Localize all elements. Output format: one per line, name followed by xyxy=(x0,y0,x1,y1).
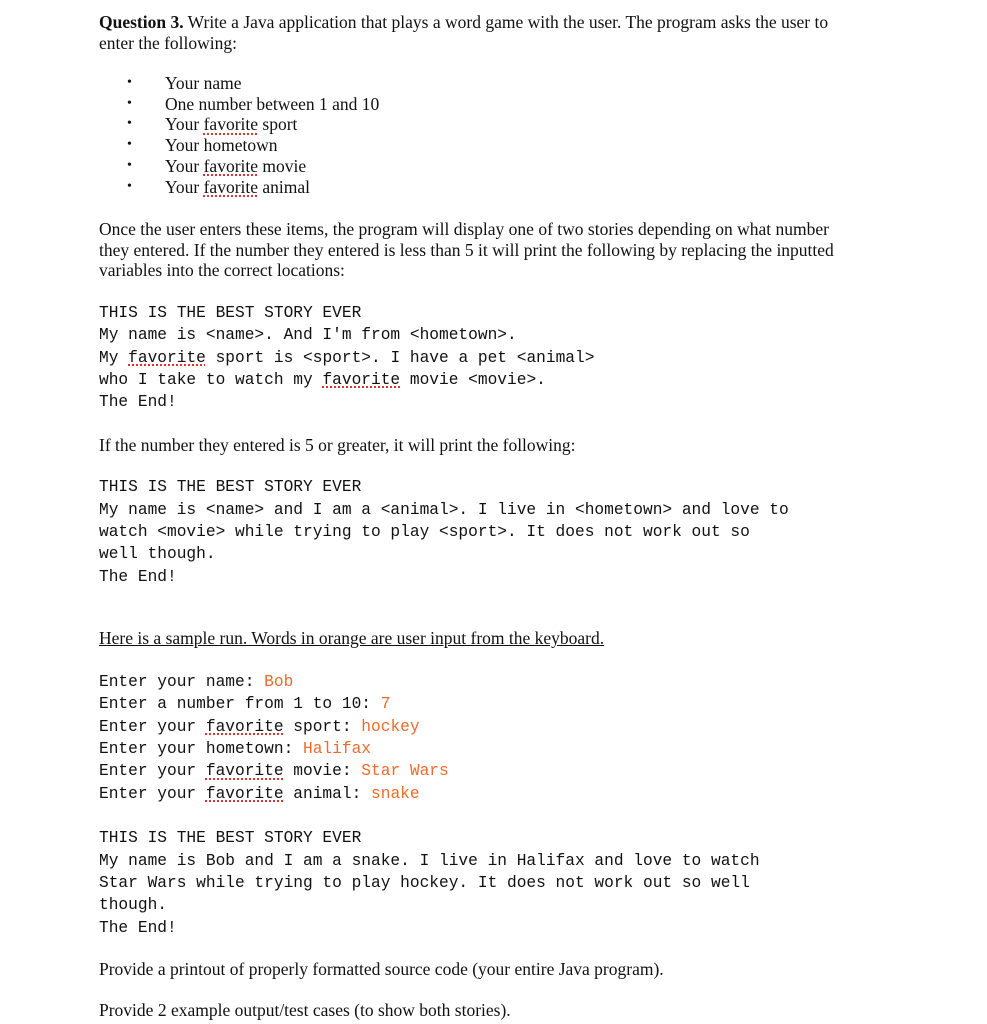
spellcheck-word: favorite xyxy=(205,717,284,736)
user-input: 7 xyxy=(380,695,391,714)
list-item xyxy=(99,156,917,177)
bullet-icon: • xyxy=(127,157,132,173)
code-line: watch <movie> while trying to play <sport>. It does not work out so xyxy=(99,523,750,542)
list-item-text: Your hometown xyxy=(165,135,278,156)
question-intro-line1: Write a Java application that plays a word game with the user. The program asks the user to xyxy=(183,12,829,32)
bullet-icon: • xyxy=(127,137,132,153)
question-intro-line2: enter the following: xyxy=(99,32,238,53)
prompt-text: Enter your name: xyxy=(99,672,265,691)
question-label: Question 3. xyxy=(99,12,184,32)
spellcheck-word: favorite xyxy=(205,762,284,781)
provide-tests-instruction: Provide 2 example output/test cases (to show both stories). xyxy=(99,999,511,1020)
story-two-intro: If the number they entered is 5 or greater, it will print the following: xyxy=(99,434,576,455)
list-item xyxy=(99,94,917,115)
prompt-text: Enter your xyxy=(99,784,206,803)
code-line: The End! xyxy=(99,918,177,937)
spellcheck-word: favorite xyxy=(203,114,259,135)
story-one-block xyxy=(99,302,917,414)
code-line: though. xyxy=(99,896,167,915)
document-page xyxy=(99,12,917,1020)
paragraph-line: they entered. If the number they entered is less than 5 it will print the following by replacing the inputted xyxy=(99,239,834,260)
spellcheck-word: favorite xyxy=(203,176,259,197)
list-item-text: Your xyxy=(165,155,204,176)
story-two-block xyxy=(99,476,917,588)
spellcheck-word: favorite xyxy=(322,370,401,389)
list-item-text: animal xyxy=(258,176,311,197)
bullet-icon: • xyxy=(127,178,132,194)
paragraph-line: Once the user enters these items, the program will display one of two stories depending on what number xyxy=(99,219,829,240)
spellcheck-word: favorite xyxy=(128,348,206,367)
list-item xyxy=(99,114,917,135)
user-input: snake xyxy=(371,784,420,803)
code-line: My xyxy=(99,348,129,367)
list-item xyxy=(99,73,917,94)
prompt-text: movie: xyxy=(283,762,362,781)
user-input: Halifax xyxy=(303,740,371,758)
code-line: The End! xyxy=(99,393,177,412)
user-input: Bob xyxy=(264,672,294,691)
list-item-text: Your xyxy=(165,114,204,135)
prompt-text: Enter a number from 1 to 10: xyxy=(99,695,381,714)
code-line: Star Wars while trying to play hockey. It does not work out so well xyxy=(99,874,750,893)
list-item-text: Your xyxy=(165,176,204,197)
code-line: who I take to watch my xyxy=(99,370,323,389)
user-input: hockey xyxy=(361,717,420,736)
list-item-text: movie xyxy=(258,155,307,176)
list-item-text: Your name xyxy=(165,73,242,93)
sample-output-block xyxy=(99,827,917,939)
spellcheck-word: favorite xyxy=(203,155,259,176)
prompt-text: Enter your hometown: xyxy=(99,740,303,758)
sample-run-block xyxy=(99,671,917,805)
code-line: The End! xyxy=(99,567,177,586)
spellcheck-word: favorite xyxy=(205,784,284,803)
sample-run-heading: Here is a sample run. Words in orange are user input from the keyboard. xyxy=(99,628,605,649)
list-item-text: One number between 1 and 10 xyxy=(165,93,380,114)
bullet-icon: • xyxy=(127,95,132,111)
bullet-icon: • xyxy=(127,75,132,90)
code-line: THIS IS THE BEST STORY EVER xyxy=(99,303,362,322)
code-line: My name is Bob and I am a snake. I live in Halifax and love to watch xyxy=(99,851,760,870)
code-line: movie <movie>. xyxy=(400,370,546,389)
prompt-text: sport: xyxy=(283,717,362,736)
list-item-text: sport xyxy=(258,114,298,135)
prompt-text: animal: xyxy=(283,784,372,803)
list-item xyxy=(99,135,917,156)
provide-source-instruction: Provide a printout of properly formatted source code (your entire Java program). xyxy=(99,959,664,980)
code-line: My name is <name> and I am a <animal>. I live in <hometown> and love to xyxy=(99,500,789,519)
list-item xyxy=(99,177,917,198)
code-line: well though. xyxy=(99,545,216,564)
code-line: THIS IS THE BEST STORY EVER xyxy=(99,829,362,848)
code-line: My name is <name>. And I'm from <hometown>. xyxy=(99,326,517,345)
input-item-list xyxy=(99,73,917,197)
prompt-text: Enter your xyxy=(99,762,206,781)
prompt-text: Enter your xyxy=(99,717,206,736)
paragraph-line: variables into the correct locations: xyxy=(99,260,345,281)
user-input: Star Wars xyxy=(361,762,449,781)
code-line: THIS IS THE BEST STORY EVER xyxy=(99,478,362,497)
story-selection-paragraph xyxy=(99,219,917,281)
code-line: sport is <sport>. I have a pet <animal> xyxy=(205,348,595,367)
question-intro xyxy=(99,12,917,53)
bullet-icon: • xyxy=(127,116,132,132)
